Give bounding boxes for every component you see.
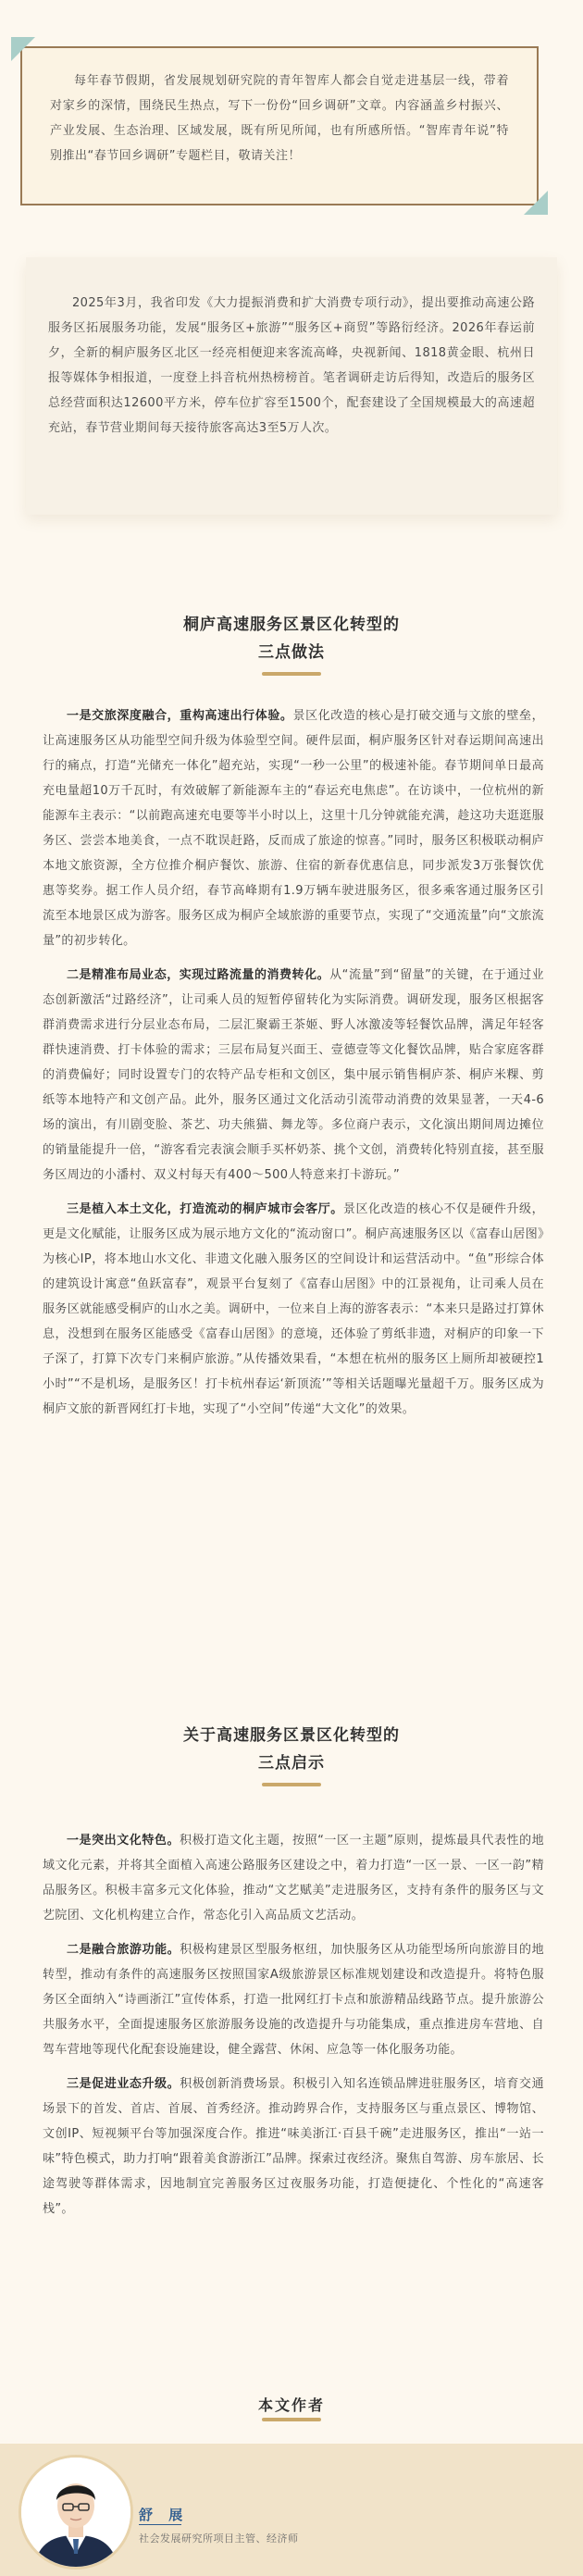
name-underline (139, 2524, 181, 2525)
section-practices-body (43, 703, 544, 1431)
section-heading-line: 桐庐高速服务区景区化转型的 (183, 616, 400, 634)
paragraph-body: 积极构建景区型服务枢纽，加快服务区从功能型场所向旅游目的地转型，推动有条件的高速服务区按照国家A级旅游景区标准规划建设和改造提升。将特色服务区全面纳入“诗画浙江”宣传体系，打造一批网红打卡点和旅游精品线路节点。提升旅游公共服务水平，全面提速服务区旅游服务设施的改造提升与功能集成，重点推进房车营地、自驾车营地等现代化配套设施建设，健全露营、休闲、应急等一体化服务功能。 (43, 1943, 544, 2057)
intro-card (20, 46, 539, 205)
paragraph-lead: 二是精准布局业态，实现过路流量的消费转化。 (67, 968, 330, 982)
author-name: 舒 展 (139, 2507, 189, 2523)
summary-text: 2025年3月，我省印发《大力提振消费和扩大消费专项行动》，提出要推动高速公路服务区拓展服务功能，发展“服务区+旅游”“服务区+商贸”等路衍经济。2026年春运前夕，全新的桐庐服务区北区一经亮相便迎来客流高峰，央视新闻、1818黄金眼、杭州日报等媒体争相报道，一度登上抖音杭州热榜榜首。笔者调研走访后得知，改造后的服务区总经营面积达12600平方米，停车位扩容至1500个，配套建设了全国规模最大的高速超充站，春节营业期间每天接待旅客高达3至5万人次。 (48, 296, 535, 435)
paragraph (43, 2072, 544, 2221)
corner-decoration (524, 191, 548, 215)
paragraph-lead: 二是融合旅游功能。 (67, 1943, 180, 1957)
heading-underline (262, 2418, 321, 2421)
paragraph-lead: 一是突出文化特色。 (67, 1834, 180, 1848)
paragraph (43, 1197, 544, 1422)
paragraph-body: 积极创新消费场景。积极引入知名连锁品牌进驻服务区，培育交通场景下的首发、首店、首展、首秀经济。推动跨界合作，支持服务区与重点景区、博物馆、文创IP、短视频平台等加强深度合作。推进“味美浙江·百县千碗”走进服务区，推出“一站一味”特色模式，助力打响“跟着美食游浙江”品牌。探索过夜经济。聚焦自驾游、房车旅居、长途驾驶等群体需求，因地制宜完善服务区过夜服务功能，打造便捷化、个性化的“高速客栈”。 (43, 2077, 544, 2216)
paragraph (43, 1828, 544, 1928)
intro-text: 每年春节假期，省发展规划研究院的青年智库人都会自觉走进基层一线，带着对家乡的深情，围绕民生热点，写下一份份“回乡调研”文章。内容涵盖乡村振兴、产业发展、生态治理、区域发展，既有所见所闻，也有所感所悟。“智库青年说”特别推出“春节回乡调研”专题栏目，敬请关注！ (50, 74, 509, 163)
section-heading-line: 三点做法 (258, 643, 325, 662)
author-section-title: 本文作者 (257, 2396, 325, 2414)
paragraph-body: 积极打造文化主题，按照“一区一主题”原则，提炼最具代表性的地域文化元素，并将其全面植入高速公路服务区建设之中，着力打造“一区一景、一区一韵”精品服务区。积极丰富多元文化体验，推动“文艺赋美”走进服务区，支持有条件的服务区与文艺院团、文化机构建立合作，常态化引入高品质文艺活动。 (43, 1834, 544, 1923)
paragraph-body: 景区化改造的核心是打破交通与文旅的壁垒，让高速服务区从功能型空间升级为体验型空间。硬件层面，桐庐服务区针对春运期间高速出行的痛点，打造“光储充一体化”超充站，实现“一秒一公里”的极速补能。春节期间单日最高充电量超10万千瓦时，有效破解了新能源车主的“春运充电焦虑”。在访谈中，一位杭州的新能源车主表示：“以前跑高速充电要等半小时以上，这里十几分钟就能充满，趁这功夫逛逛服务区、尝尝本地美食，一点不耽误赶路，反而成了旅途的惊喜。”同时，服务区积极联动桐庐本地文旅资源，全方位推介桐庐餐饮、旅游、住宿的新春优惠信息，同步派发3万张餐饮优惠等奖券。据工作人员介绍，春节高峰期有1.9万辆车驶进服务区，很多乘客通过服务区引流至本地景区成为游客。服务区成为桐庐全域旅游的重要节点，实现了“交通流量”向“文旅流量”的初步转化。 (43, 709, 544, 948)
author-portrait-icon (21, 2458, 130, 2567)
heading-underline (262, 672, 321, 676)
section-heading-practices (0, 611, 583, 676)
paragraph-lead: 三是植入本土文化，打造流动的桐庐城市会客厅。 (67, 1202, 343, 1216)
section-heading-line: 关于高速服务区景区化转型的 (183, 1726, 400, 1745)
author-avatar (19, 2455, 133, 2570)
section-insights-body (43, 1828, 544, 2231)
paragraph-body: 从“流量”到“留量”的关键，在于通过业态创新激活“过路经济”，让司乘人员的短暂停留转化为实际消费。调研发现，服务区根据客群消费需求进行分层业态布局，二层汇聚霸王茶姬、野人冰激凌等轻餐饮品牌，满足年轻客群快速消费、打卡体验的需求；三层布局复兴面王、壹德壹等文化餐饮品牌，贴合家庭客群的消费偏好；同时设置专门的农特产品专柜和文创区，集中展示销售桐庐茶、桐庐米粿、剪纸等本地特产和文创产品。此外，服务区通过文化活动引流带动消费的效果显著，一天4-6场的演出，有川剧变脸、茶艺、功夫熊猫、舞龙等。多位商户表示，文化演出期间周边摊位的销量能提升一倍，“游客看完表演会顺手买杯奶茶、挑个文创，消费转化特别直接，甚至服务区周边的小潘村、双义村每天有400～500人特意来打卡游玩。” (43, 968, 544, 1182)
section-heading-line: 三点启示 (258, 1754, 325, 1773)
paragraph-lead: 一是交旅深度融合，重构高速出行体验。 (67, 709, 293, 723)
author-role: 社会发展研究所项目主管、经济师 (139, 2532, 299, 2545)
corner-decoration (11, 37, 35, 61)
paragraph-body: 景区化改造的核心不仅是硬件升级，更是文化赋能，让服务区成为展示地方文化的“流动窗口”。桐庐高速服务区以《富春山居图》为核心IP，将本地山水文化、非遗文化融入服务区的空间设计和运营活动中。“鱼”形综合体的建筑设计寓意“鱼跃富春”，观景平台复刻了《富春山居图》中的江景视角，让司乘人员在服务区就能感受桐庐的山水之美。调研中，一位来自上海的游客表示：“本来只是路过打算休息，没想到在服务区能感受《富春山居图》的意境，还体验了剪纸非遗，对桐庐的印象一下子深了，打算下次专门来桐庐旅游。”从传播效果看，“本想在杭州的服务区上厕所却被硬控1小时”“不是机场，是服务区！打卡杭州春运‘新顶流’”等相关话题曝光量超千万。服务区成为桐庐文旅的新晋网红打卡地，实现了“小空间”传递“大文化”的效果。 (43, 1202, 544, 1416)
section-heading-insights (0, 1722, 583, 1786)
paragraph (43, 1937, 544, 2062)
summary-card (26, 257, 557, 515)
heading-underline (262, 1783, 321, 1786)
paragraph (43, 963, 544, 1188)
paragraph (43, 703, 544, 953)
paragraph-lead: 三是促进业态升级。 (67, 2077, 180, 2091)
